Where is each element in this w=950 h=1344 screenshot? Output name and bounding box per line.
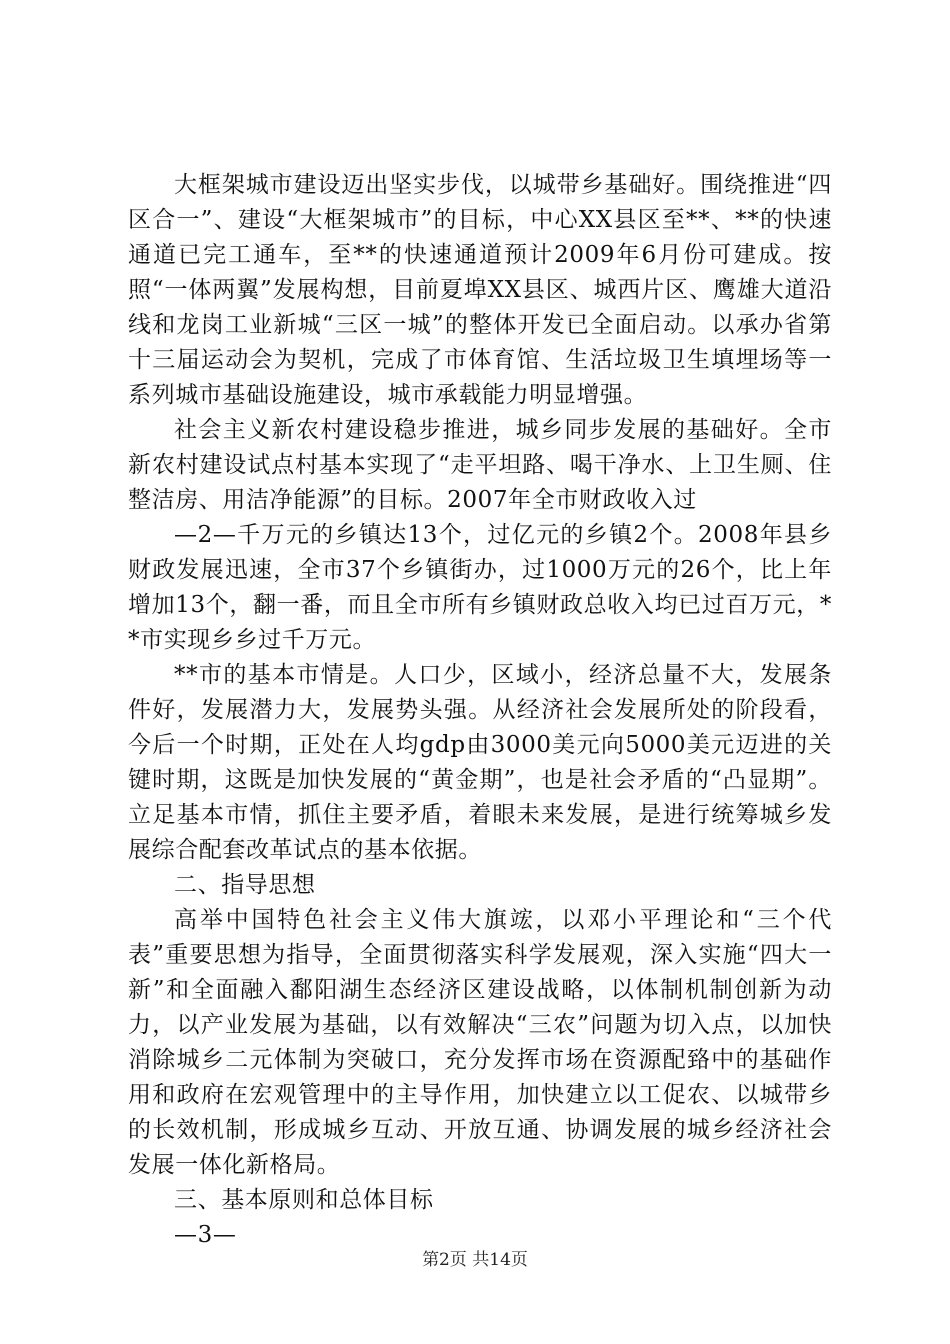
section-heading-principles-goals: 三、基本原则和总体目标 [174, 1187, 434, 1213]
page-number-label: 第2页 共14页 [422, 1250, 528, 1270]
page-footer [0, 1245, 950, 1270]
paragraph-basic-situation: **市的基本市情是。人口少，区域小，经济总量不大，发展条件好，发展潜力大，发展势头强。从经济社会发展所处的阶段看，今后一个时期，正处在人均gdp由3000美元向5000美元迈进的关键时期，这既是加快发展的“黄金期”，也是社会矛盾的“凸显期”。立足基本市情，抓住主要矛盾，着眼未来发展，是进行统筹城乡发展综合配套改革试点的基本依据。 [128, 662, 832, 863]
paragraph-county-finance: —2—千万元的乡镇达13个，过亿元的乡镇2个。2008年县乡财政发展迅速，全市37个乡镇街办，过1000万元的26个，比上年增加13个，翻一番，而且全市所有乡镇财政总收入均已过百万元，**市实现乡乡过千万元。 [128, 522, 832, 653]
paragraph-new-countryside: 社会主义新农村建设稳步推进，城乡同步发展的基础好。全市新农村建设试点村基本实现了“走平坦路、喝干净水、上卫生厕、住整洁房、用洁净能源”的目标。2007年全市财政收入过 [128, 417, 832, 513]
paragraph-guiding-thought: 高举中国特色社会主义伟大旗竤，以邓小平理论和“三个代表”重要思想为指导，全面贯彻落实科学发展观，深入实施“四大一新”和全面融入鄱阳湖生态经济区建设战略，以体制机制创新为动力，以产业发展为基础，以有效解决“三农”问题为切入点，以加快消除城乡二元体制为突破口，充分发挥市场在资源配臵中的基础作用和政府在宏观管理中的主导作用，加快建立以工促农、以城带乡的长效机制，形成城乡互动、开放互通、协调发展的城乡经济社会发展一体化新格局。 [128, 907, 832, 1178]
paragraph-framework-city: 大框架城市建设迈出坚实步伐，以城带乡基础好。围绕推进“四区合一”、建设“大框架城市”的目标，中心XX县区至**、**的快速通道已完工通车，至**的快速通道预计2009年6月份可建成。按照“一体两翼”发展构想，目前夏埠XX县区、城西片区、鹰雄大道沿线和龙岗工业新城“三区一城”的整体开发已全面启动。以承办省第十三届运动会为契机，完成了市体育馆、生活垃圾卫生填埋场等一系列城市基础设施建设，城市承载能力明显增强。 [128, 172, 832, 408]
section-heading-guiding-thought: 二、指导思想 [174, 872, 316, 898]
inline-page-marker: —3— [174, 1222, 237, 1248]
body-text [128, 168, 832, 1253]
